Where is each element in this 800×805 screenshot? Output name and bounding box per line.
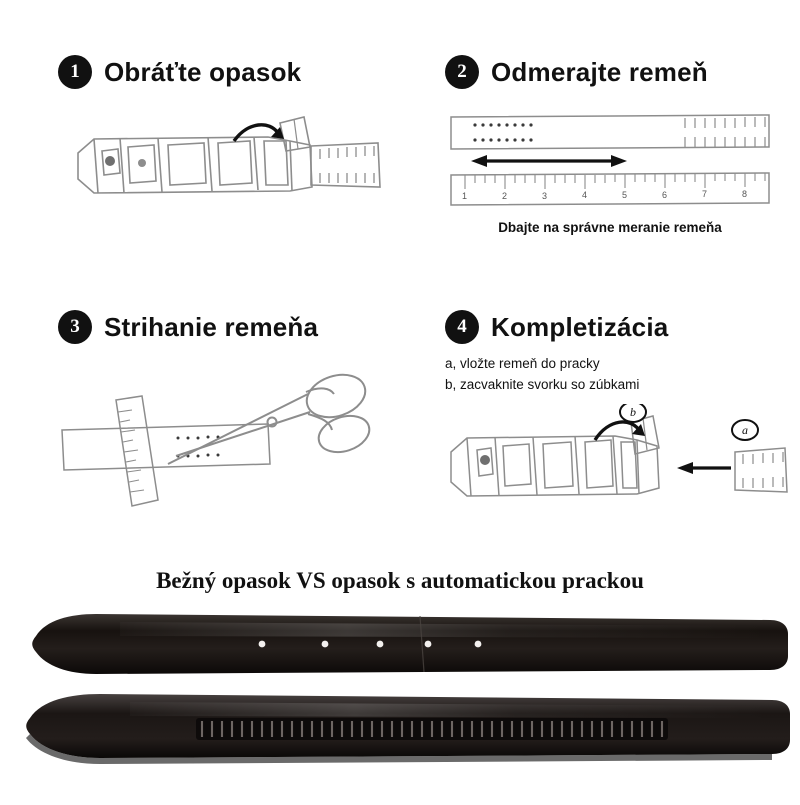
step-3-title: Strihanie remeňa	[104, 311, 319, 342]
comparison-title: Bežný opasok VS opasok s automatickou prackou	[156, 568, 644, 593]
svg-text:6: 6	[662, 190, 668, 200]
classic-belt	[32, 614, 788, 674]
svg-text:3: 3	[542, 191, 548, 201]
step-2-illustration	[445, 103, 775, 235]
step-4-note-b: b, zacvaknite svorku so zúbkami	[445, 376, 640, 392]
svg-text:2: 2	[502, 191, 508, 201]
svg-text:8: 8	[742, 189, 748, 199]
step-4-title: Kompletizácia	[491, 311, 669, 342]
svg-text:1: 1	[462, 191, 468, 201]
step-4-note-a: a, vložte remeň do pracky	[445, 356, 600, 371]
step-4	[445, 310, 790, 529]
step-4-notes	[445, 354, 790, 396]
step-1-illustration	[58, 103, 388, 228]
step-2-title: Odmerajte remeň	[491, 56, 708, 87]
ruler-measure-icon	[445, 103, 775, 213]
belt-comparison-illustration	[0, 600, 800, 800]
marker-b-label: b	[630, 404, 636, 419]
step-4-illustration	[445, 404, 790, 529]
step-2-badge: 2	[445, 55, 479, 89]
buckle-assembly-icon	[445, 404, 790, 524]
step-4-header	[445, 310, 790, 344]
buckle-flip-icon	[58, 103, 388, 223]
step-1-title: Obráťte opasok	[104, 56, 302, 87]
step-2-header	[445, 55, 775, 89]
step-3-illustration	[58, 360, 398, 530]
step-1	[58, 55, 388, 228]
svg-text:5: 5	[622, 190, 628, 200]
scissors-cut-icon	[58, 360, 398, 525]
step-1-badge: 1	[58, 55, 92, 89]
step-3	[58, 310, 398, 530]
svg-text:7: 7	[702, 189, 708, 199]
step-4-badge: 4	[445, 310, 479, 344]
step-2-caption: Dbajte na správne meranie remeňa	[498, 220, 722, 235]
step-2	[445, 55, 775, 235]
step-1-header	[58, 55, 388, 89]
automatic-belt	[26, 694, 790, 764]
step-3-badge: 3	[58, 310, 92, 344]
svg-text:4: 4	[582, 190, 588, 200]
step-3-header	[58, 310, 398, 344]
marker-a-label: a	[742, 422, 748, 437]
belt-comparison	[0, 600, 800, 800]
